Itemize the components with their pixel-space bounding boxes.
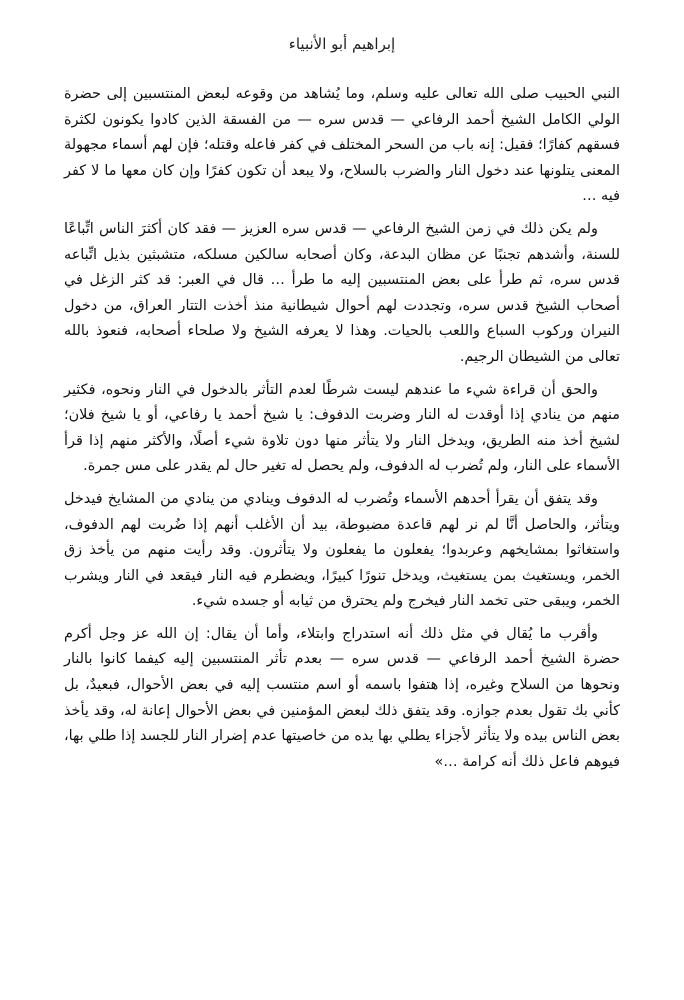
- paragraph: ولم يكن ذلك في زمن الشيخ الرفاعي — قدس سره العزيز — فقد كان أكثرَ الناس اتِّباعًا للسنة، وأشدهم تجنبًا عن مظان البدعة، وكان أصحابه سالكين مسلكه، متشبثين بذيل اتِّباعه قدس سره، ثم طرأ على بعض المنتسبين إليه ما طرأ … قال في العبر: قد كثر الزغل في أصحاب الشيخ قدس سره، وتجددت لهم أحوال شيطانية منذ أخذت التتار العراق، من دخول النيران وركوب السباع واللعب بالحيات. وهذا لا يعرفه الشيخ ولا صلحاء أصحابه، فنعوذ بالله تعالى من الشيطان الرجيم.: [64, 220, 620, 365]
- paragraph: والحق أن قراءة شيء ما عندهم ليست شرطًا لعدم التأثر بالدخول في النار ونحوه، فكثير منهم من ينادي إذا أوقدت له النار وضربت الدفوف: يا شيخ أحمد يا رفاعي، أو يا شيخ فلان؛ لشيخ أخذ منه الطريق، ويدخل النار ولا يتأثر منها دون تلاوة شيء أصلًا، والأكثر منهم إذا قرأ الأسماء على النار، ولم تُضرب له الدفوف، ولم يحصل له تغير حال لم يقدر على مس جمرة.: [64, 381, 620, 475]
- paragraph: وأقرب ما يُقال في مثل ذلك أنه استدراج وابتلاء، وأما أن يقال: إن الله عز وجل أكرم حضرة الشيخ أحمد الرفاعي — قدس سره — بعدم تأثر المنتسبين إليه كيفما كانوا بالنار ونحوها من السلاح وغيره، إذا هتفوا باسمه أو اسم منتسب إليه في بعض الأحوال، فبعيدٌ، بل كأني بك تقول بعدم جوازه. وقد يتفق ذلك لبعض المؤمنين في بعض الأحوال إعانة له، وقد يأخذ بعض الناس بيده ولا يتأثر لأجزاء يطلي بها يده من خاصيتها عدم إضرار النار للجسد إذا طلي بها، فيوهم فاعل ذلك أنه كرامة …»: [64, 625, 620, 770]
- paragraph: وقد يتفق أن يقرأ أحدهم الأسماء وتُضرب له الدفوف وينادي من ينادي من المشايخ فيدخل ويتأثر، والحاصل أنَّا لم نر لهم قاعدة مضبوطة، بيد أن الأغلب أنهم إذا ضُربت لهم الدفوف، واستغاثوا بمشايخهم وعربدوا؛ يفعلون ما يفعلون ولا يتأثرون. وقد رأيت منهم من يأخذ زق الخمر، ويستغيث بمن يستغيث، ويدخل تنورًا كبيرًا، ويضطرم فيه النار فيقعد في النار ويشرب الخمر، ويبقى حتى تخمد النار فيخرج ولم يحترق من ثيابه أو جسده شيء.: [64, 490, 620, 610]
- running-header-title: إبراهيم أبو الأنبياء: [288, 35, 396, 53]
- paragraph-continuation: النبي الحبيب صلى الله تعالى عليه وسلم، وما يُشاهد من وقوعه لبعض المنتسبين إلى حضرة الولي الكامل الشيخ أحمد الرفاعي — قدس سره — من الفسقة الذين كادوا يكونون لكثرة فسقهم كفارًا؛ فقيل: إنه باب من السحر المختلف في كفر فاعله وقتله؛ فإن لهم أسماء مجهولة المعنى يتلونها عند دخول النار والضرب بالسلاح، ولا يبعد أن تكون كفرًا وإن كان معها ما لا كفر فيه …: [64, 86, 620, 205]
- body-text: [64, 82, 620, 782]
